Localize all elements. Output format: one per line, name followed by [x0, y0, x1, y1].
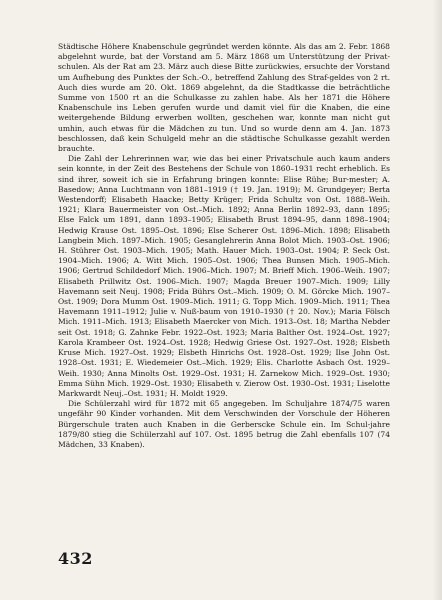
page-number: 432	[58, 549, 93, 568]
paragraph-pupils: Die Schülerzahl wird für 1872 mit 65 angegeben. Im Schuljahre 1874/75 waren ungefähr 90 Kinder vorhanden. Mit dem Verschwinden der Vorschule der Höheren Bürgerschule traten auch Knaben in die Gerberscke Schule ein. Im Schul-jahre 1879/80 stieg die Schülerzahl auf 107. Ost. 1895 betrug die Zahl ebenfalls 107 (74 Mädchen, 33 Knaben).	[58, 399, 390, 449]
page-edge-shadow	[432, 0, 442, 600]
body-text	[58, 42, 390, 450]
paragraph-teachers: Die Zahl der Lehrerinnen war, wie das bei einer Privatschule auch kaum anders sein konnte, in der Zeit des Bestehens der Schule von 1860–1931 recht erheblich. Es sind ihrer, soweit ich sie in Erfahrung bringen konnte: Elise Rühe; Bur-mester; A. Basedow; Anna Luchtmann von 1881–1919 († 19. Jan. 1919); M. Grundgeyer; Berta Westendorff; Elisabeth Haacke; Betty Krüger; Frida Schultz von Ost. 1888–Weih. 1921; Klara Bauermeister von Ost.–Mich. 1892; Anna Berlin 1892–93, dann 1895; Else Falck um 1891, dann 1893–1905; Elisabeth Brust 1894–95, dann 1898–1904; Hedwig Krause Ost. 1895–Ost. 1896; Else Scherer Ost. 1896–Mich. 1898; Elisabeth Langbein Mich. 1897–Mich. 1905; Gesanglehrerin Anna Bolot Mich. 1903–Ost. 1906; H. Stührer Ost. 1903–Mich. 1905; Math. Hauer Mich. 1903–Ost. 1904; P. Seck Ost. 1904–Mich. 1906; A. Witt Mich. 1905–Ost. 1906; Thea Bunsen Mich. 1905–Mich. 1906; Gertrud Schildedorf Mich. 1906–Mich. 1907; M. Brieff Mich. 1906–Weih. 1907; Elisabeth Prillwitz Ost. 1906–Mich. 1907; Magda Breuer 1907–Mich. 1909; Lilly Havemann seit Neuj. 1908; Frida Bührs Ost.–Mich. 1909; O. M. Görcke Mich. 1907–Ost. 1909; Dora Mumm Ost. 1909–Mich. 1911; G. Topp Mich. 1909–Mich. 1911; Thea Havemann 1911–1912; Julie v. Nuß-baum von 1910–1930 († 20. Nov.); Maria Fölsch Mich. 1911–Mich. 1913; Elisabeth Maercker von Mich. 1913–Ost. 18; Martha Nebder seit Ost. 1918; G. Zahnke Febr. 1922–Ost. 1923; Maria Balther Ost. 1924–Ost. 1927; Karola Krambeer Ost. 1924–Ost. 1928; Hedwig Griese Ost. 1927–Ost. 1928; Elsbeth Kruse Mich. 1927–Ost. 1929; Elsbeth Hinrichs Ost. 1928–Ost. 1929; Ilse John Ost. 1928–Ost. 1931; E. Wiedemeier Ost.–Mich. 1929; Elis. Charlotte Asbach Ost. 1929–Weih. 1930; Anna Minolts Ost. 1929–Ost. 1931; H. Zarnekow Mich. 1929–Ost. 1930; Emma Sühn Mich. 1929–Ost. 1930; Elisabeth v. Zierow Ost. 1930–Ost. 1931; Liselotte Markwardt Neuj.–Ost. 1931; H. Moldt 1929.	[58, 154, 390, 398]
paragraph-fees: Städtische Höhere Knabenschule gegründet werden könnte. Als das am 2. Febr. 1868 abgelehnt wurde, bat der Vorstand am 5. März 1868 um Unterstützung der Privat-schulen. Als der Rat am 23. März auch diese Bitte zurückwies, ersuchte der Vorstand um Aufhebung des Punktes der Sch.-O., betreffend Zahlung des Straf-geldes von 2 rt. Auch dies wurde am 20. Okt. 1869 abgelehnt, da die Stadtkasse die beträchtliche Summe von 1500 rt an die Schulkasse zu zahlen habe. Als her 1871 die Höhere Knabenschule ins Leben gerufen wurde und damit viel für die Knaben, die eine weitergehende Bildung erwerben wollten, geschehen war, konnte man nicht gut umhin, auch etwas für die Mädchen zu tun. Und so wurde denn am 4. Jan. 1873 beschlossen, daß kein Schulgeld mehr an die städtische Schulkasse gezahlt werden brauchte.	[58, 42, 390, 154]
